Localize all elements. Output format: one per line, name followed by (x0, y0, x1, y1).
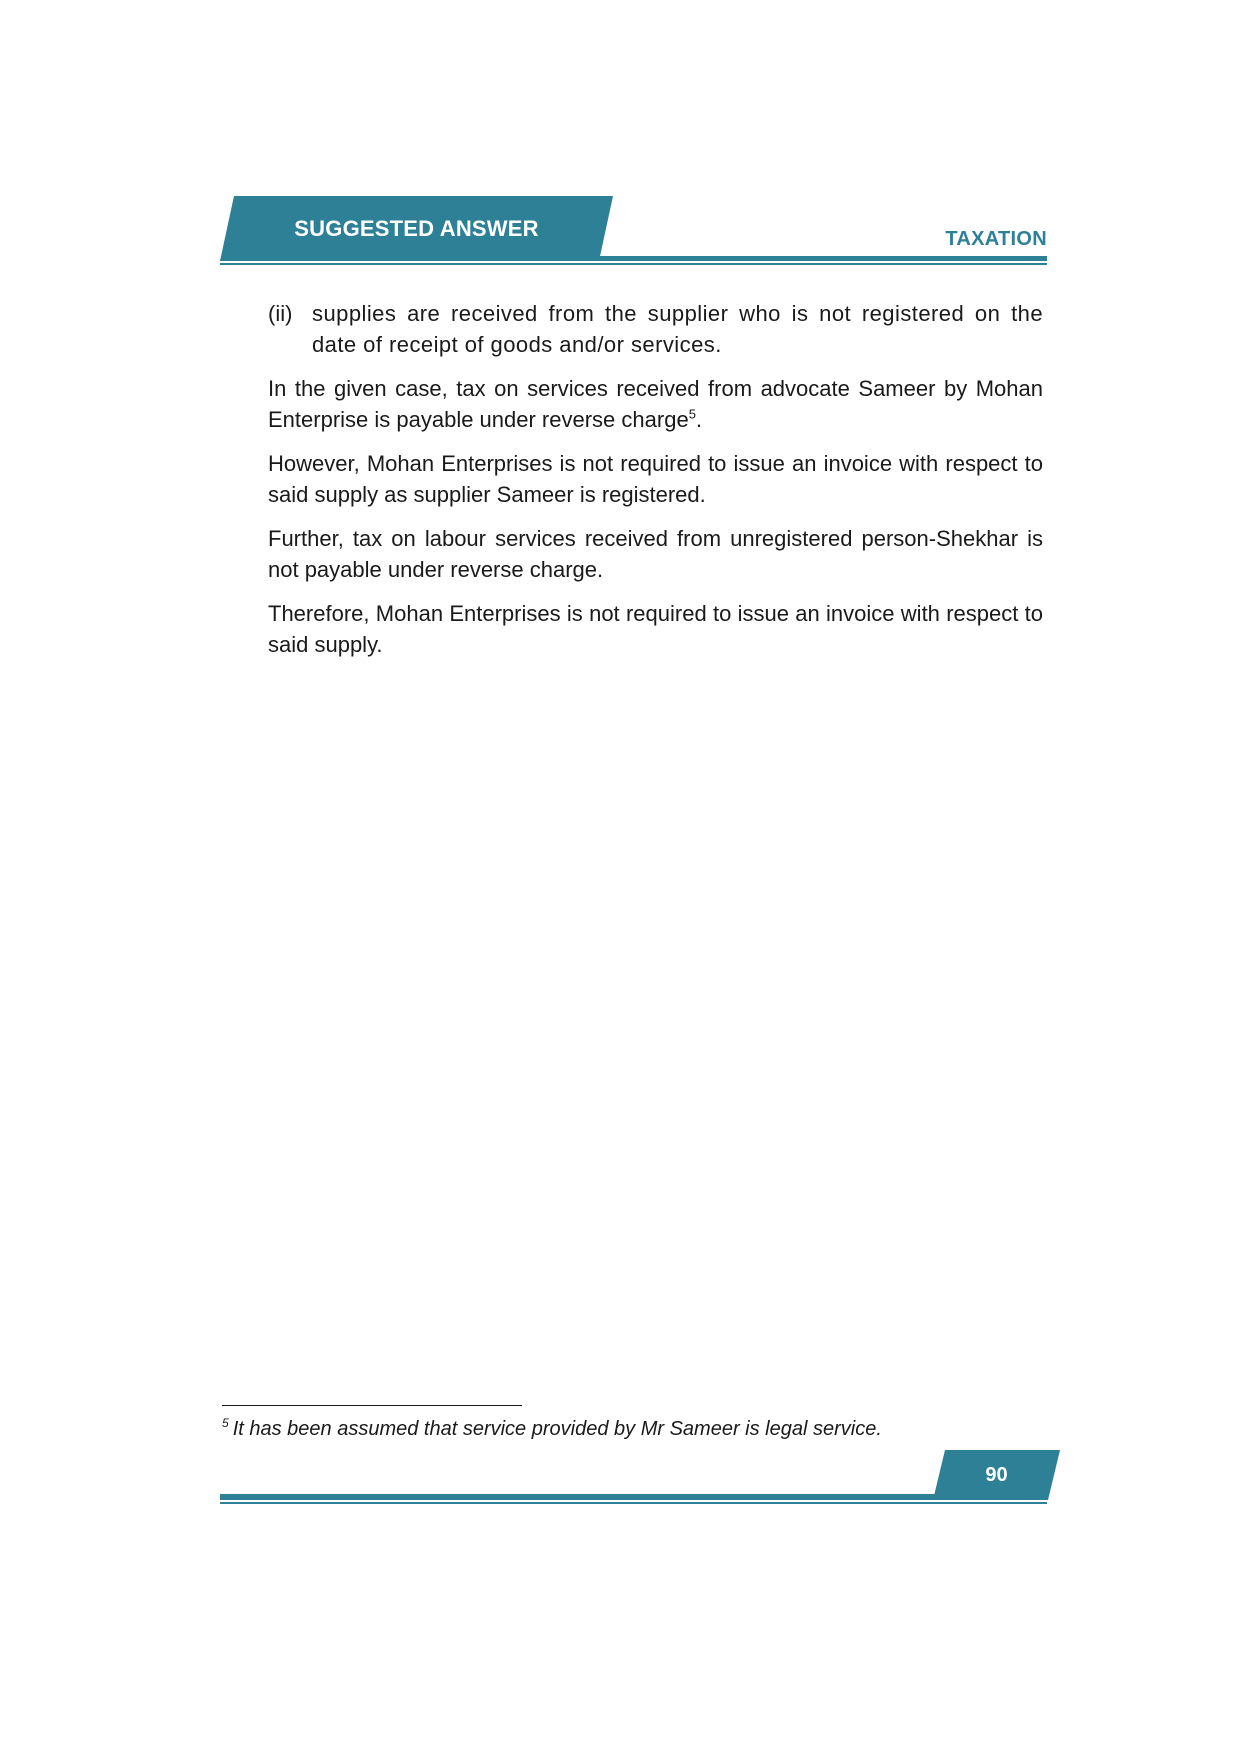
header-subject: TAXATION (945, 228, 1047, 250)
page-number: 90 (985, 1464, 1008, 1486)
paragraph-suffix: . (695, 407, 703, 432)
header-underline (220, 263, 1047, 265)
footnote (222, 1418, 882, 1441)
footnote-reference[interactable]: 5 (688, 406, 696, 422)
footer-underline (220, 1502, 1047, 1504)
header-title: SUGGESTED ANSWER (294, 216, 539, 241)
paragraph-labour-services: Further, tax on labour services received from unregistered person-Shekhar is not payable under reverse charge. (268, 526, 1043, 582)
footer-rule (220, 1494, 937, 1500)
header-rule (598, 256, 1047, 261)
footnote-divider (222, 1405, 522, 1406)
list-item-text: supplies are received from the supplier who is not registered on the date of receipt of goods and/or services. (312, 301, 1043, 357)
answer-body (268, 298, 1043, 673)
footnote-marker: 5 (222, 1416, 229, 1431)
footnote-text: It has been assumed that service provided by Mr Sameer is legal service. (232, 1418, 882, 1440)
paragraph-text: In the given case, tax on services received from advocate Sameer by Mohan Enterprise is payable under reverse charge (268, 376, 1043, 432)
paragraph-invoice-not-required: However, Mohan Enterprises is not required to issue an invoice with respect to said supply as supplier Sameer is registered. (268, 451, 1043, 507)
paragraph-reverse-charge (268, 373, 1043, 435)
list-marker: (ii) (268, 301, 293, 326)
list-item (268, 298, 1043, 360)
paragraph-conclusion: Therefore, Mohan Enterprises is not required to issue an invoice with respect to said supply. (268, 601, 1043, 657)
